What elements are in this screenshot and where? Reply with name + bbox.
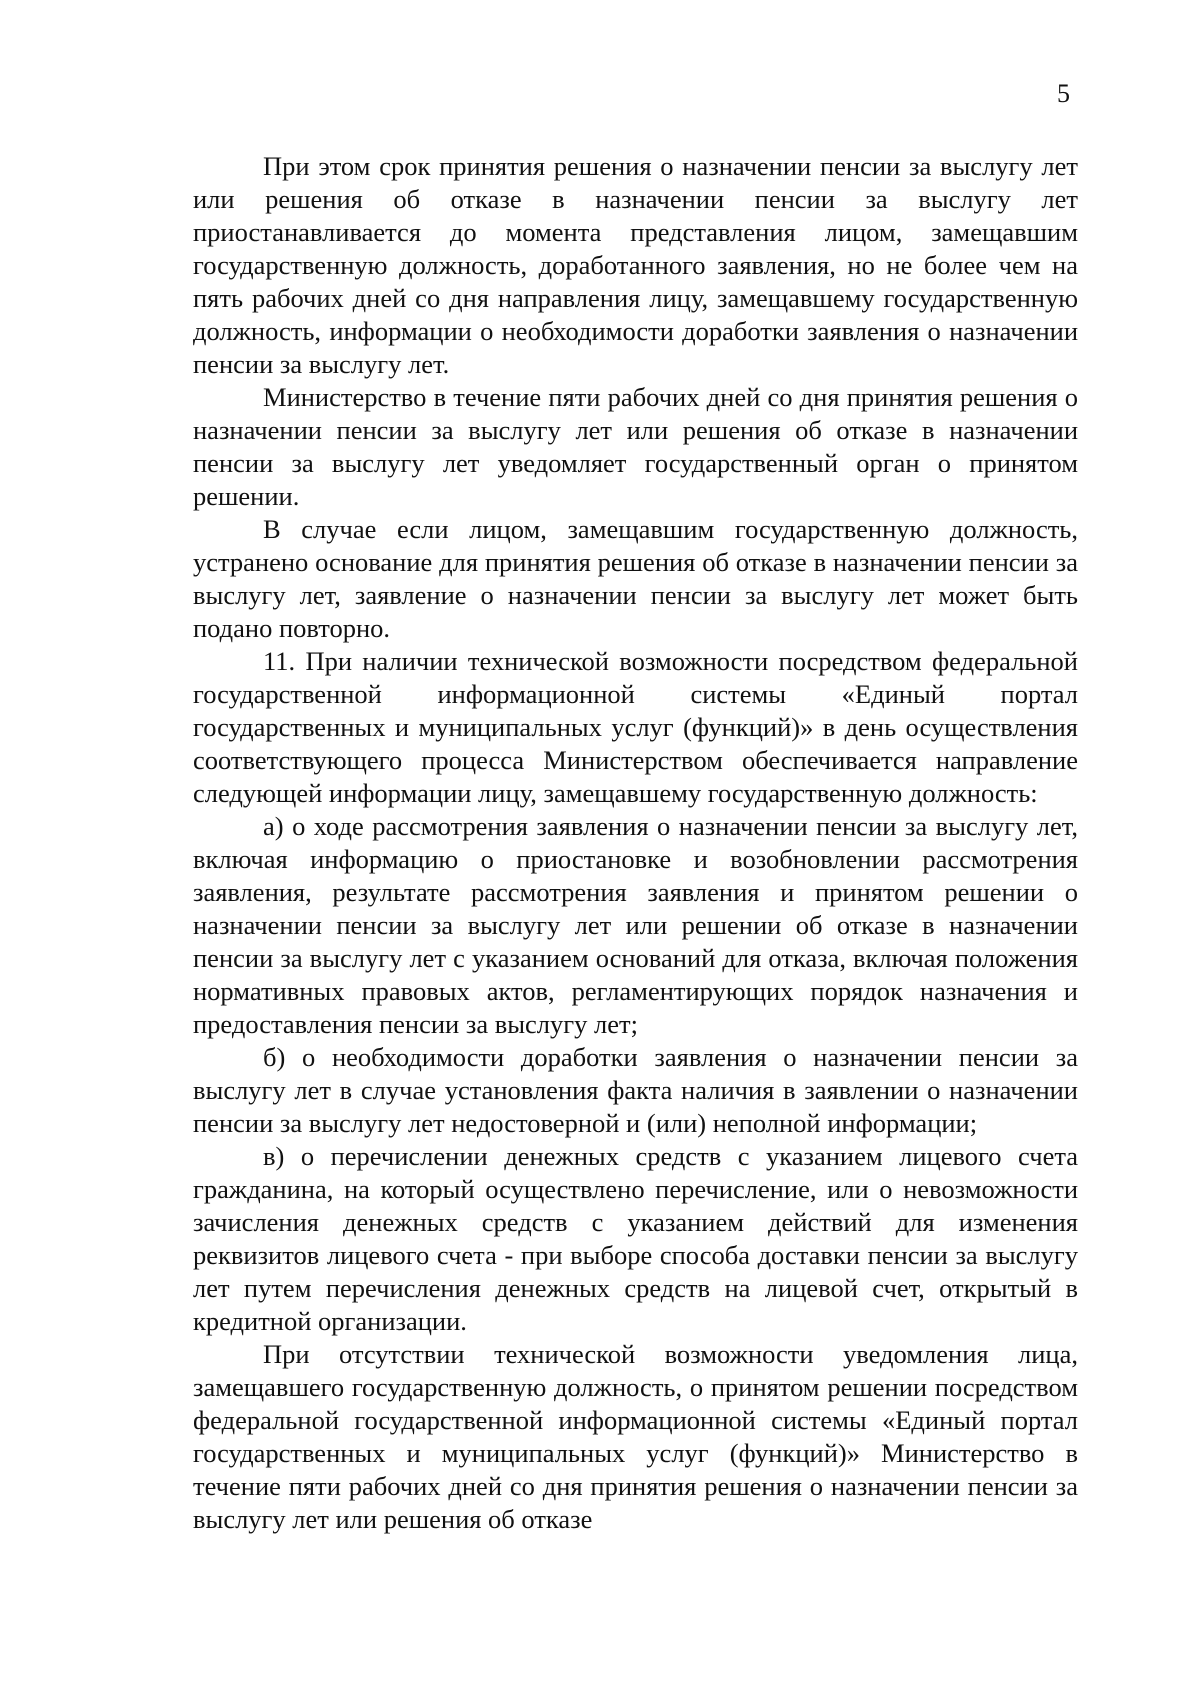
paragraph-resubmission: В случае если лицом, замещавшим государственную должность, устранено основание для принятия решения об отказе в назначении пенсии за выслугу лет, заявление о назначении пенсии за выслугу лет может быть подано повторно. [193, 514, 1078, 643]
page-number: 5 [1057, 79, 1070, 108]
paragraph-item-11: 11. При наличии технической возможности посредством федеральной государственной информационной системы «Единый портал государственных и муниципальных услуг (функций)» в день осуществления соответствующего процесса Министерством обеспечивается направление следующей информации лицу, замещавшему государственную должность: [193, 646, 1078, 808]
document-body [193, 150, 1078, 1536]
paragraph-ministry-notification: Министерство в течение пяти рабочих дней со дня принятия решения о назначении пенсии за выслугу лет или решения об отказе в назначении пенсии за выслугу лет уведомляет государственный орган о принятом решении. [193, 382, 1078, 511]
paragraph-subitem-v: в) о перечислении денежных средств с указанием лицевого счета гражданина, на который осуществлено перечисление, или о невозможности зачисления денежных средств с указанием действий для изменения реквизитов лицевого счета - при выборе способа доставки пенсии за выслугу лет путем перечисления денежных средств на лицевой счет, открытый в кредитной организации. [193, 1141, 1078, 1336]
paragraph-subitem-b: б) о необходимости доработки заявления о назначении пенсии за выслугу лет в случае установления факта наличия в заявлении о назначении пенсии за выслугу лет недостоверной и (или) неполной информации; [193, 1042, 1078, 1138]
paragraph-decision-term: При этом срок принятия решения о назначении пенсии за выслугу лет или решения об отказе в назначении пенсии за выслугу лет приостанавливается до момента представления лицом, замещавшим государственную должность, доработанного заявления, но не более чем на пять рабочих дней со дня направления лицу, замещавшему государственную должность, информации о необходимости доработки заявления о назначении пенсии за выслугу лет. [193, 151, 1078, 379]
paragraph-no-technical-possibility: При отсутствии технической возможности уведомления лица, замещавшего государственную должность, о принятом решении посредством федеральной государственной информационной системы «Единый портал государственных и муниципальных услуг (функций)» Министерство в течение пяти рабочих дней со дня принятия решения о назначении пенсии за выслугу лет или решения об отказе [193, 1339, 1078, 1534]
paragraph-subitem-a: а) о ходе рассмотрения заявления о назначении пенсии за выслугу лет, включая информацию о приостановке и возобновлении рассмотрения заявления, результате рассмотрения заявления и принятом решении о назначении пенсии за выслугу лет или решении об отказе в назначении пенсии за выслугу лет с указанием оснований для отказа, включая положения нормативных правовых актов, регламентирующих порядок назначения и предоставления пенсии за выслугу лет; [193, 811, 1078, 1039]
